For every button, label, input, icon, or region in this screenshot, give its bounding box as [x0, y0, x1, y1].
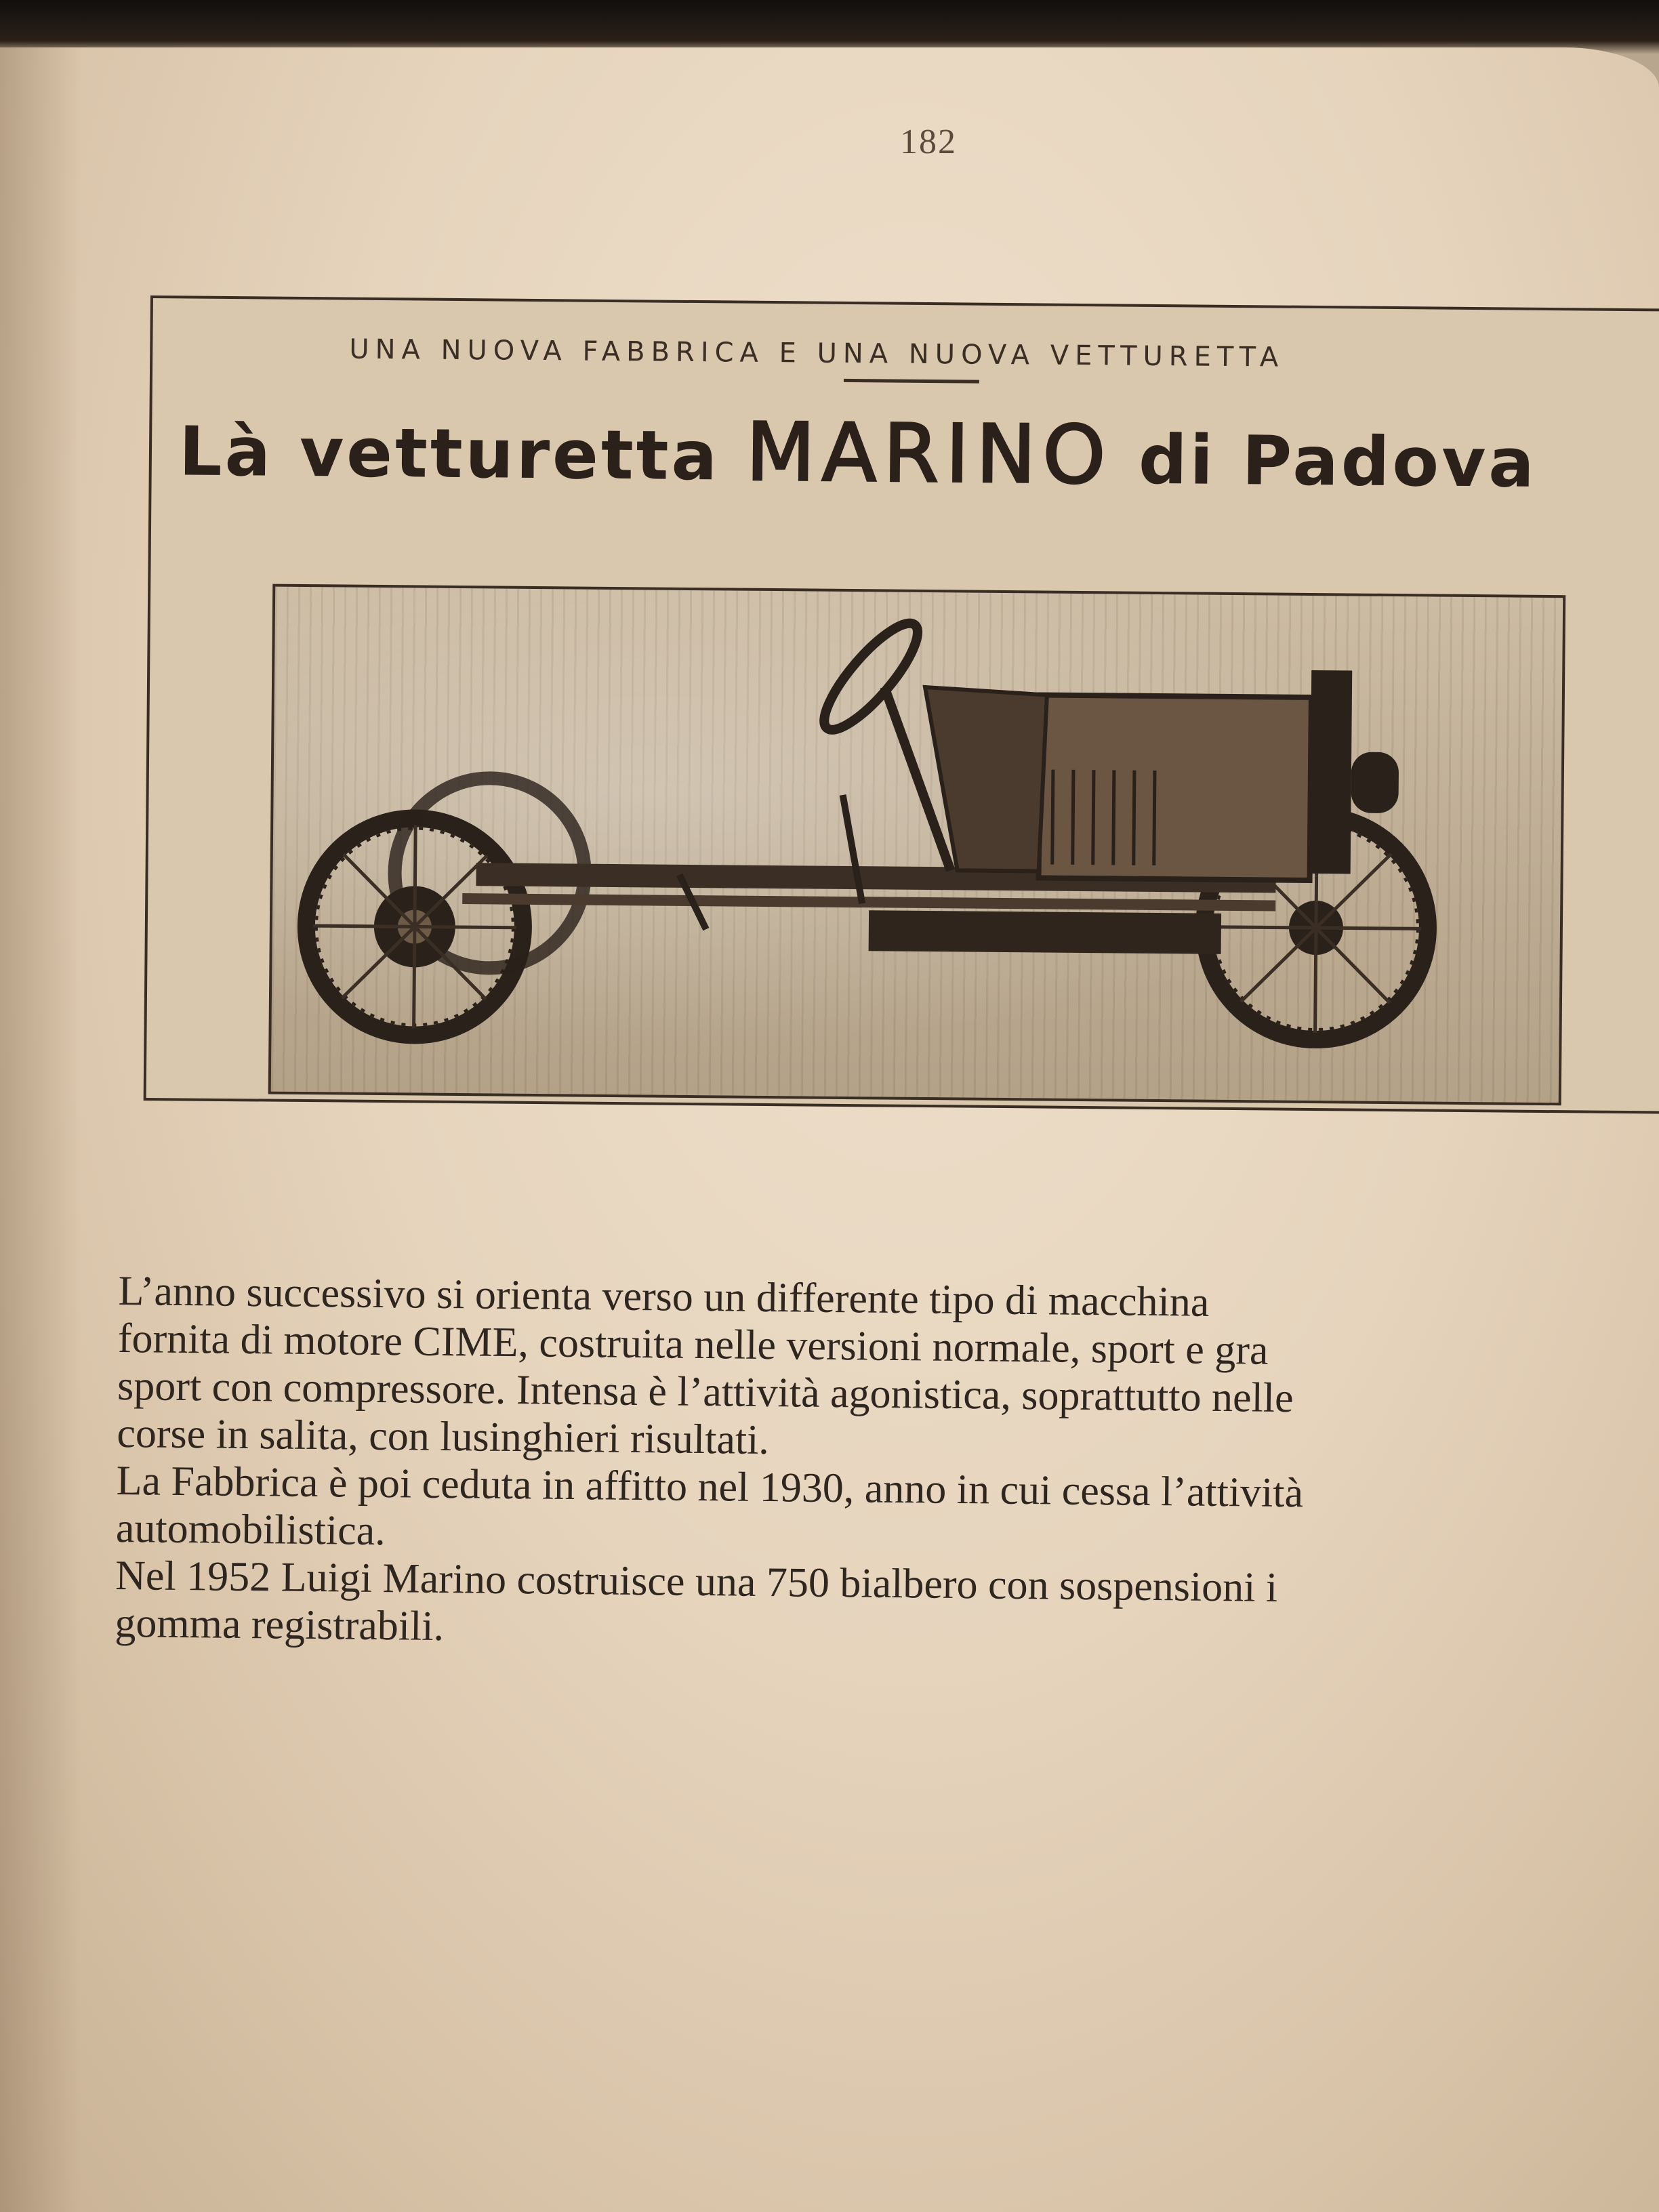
body-line: La Fabbrica è poi ceduta in affitto nel 1930, anno in cui cessa l’attività	[116, 1457, 1304, 1517]
car-chassis-photo	[268, 584, 1565, 1106]
body-line: corse in salita, con lusinghieri risultati.	[117, 1410, 770, 1464]
vintage-car-chassis-icon	[271, 587, 1563, 1103]
body-line: Nel 1952 Luigi Marino costruisce una 750 bialbero con sospensioni i	[115, 1552, 1278, 1611]
clipping-headline	[178, 400, 1537, 505]
body-line: L’anno successivo si orienta verso un differente tipo di macchina	[118, 1268, 1210, 1326]
clipping-kicker: UNA NUOVA FABBRICA E UNA NUOVA VETTURETTA	[349, 333, 1285, 373]
page-gutter-shadow	[0, 47, 81, 2212]
body-line: sport con compressore. Intensa è l’attività agonistica, soprattutto nelle	[117, 1362, 1294, 1422]
headline-prefix: Là vetturetta	[178, 411, 747, 496]
book-page	[0, 47, 1659, 2212]
body-line: gomma registrabili.	[115, 1599, 445, 1650]
kicker-underline	[844, 379, 979, 384]
body-text	[115, 1267, 1659, 1663]
body-line: fornita di motore CIME, costruita nelle versioni normale, sport e gra	[117, 1315, 1269, 1374]
headline-brand: MARINO	[745, 405, 1113, 502]
page-number: 182	[900, 123, 957, 161]
newspaper-clipping	[144, 295, 1659, 1114]
headline-suffix: di Padova	[1111, 419, 1538, 503]
body-line: automobilistica.	[115, 1504, 386, 1555]
